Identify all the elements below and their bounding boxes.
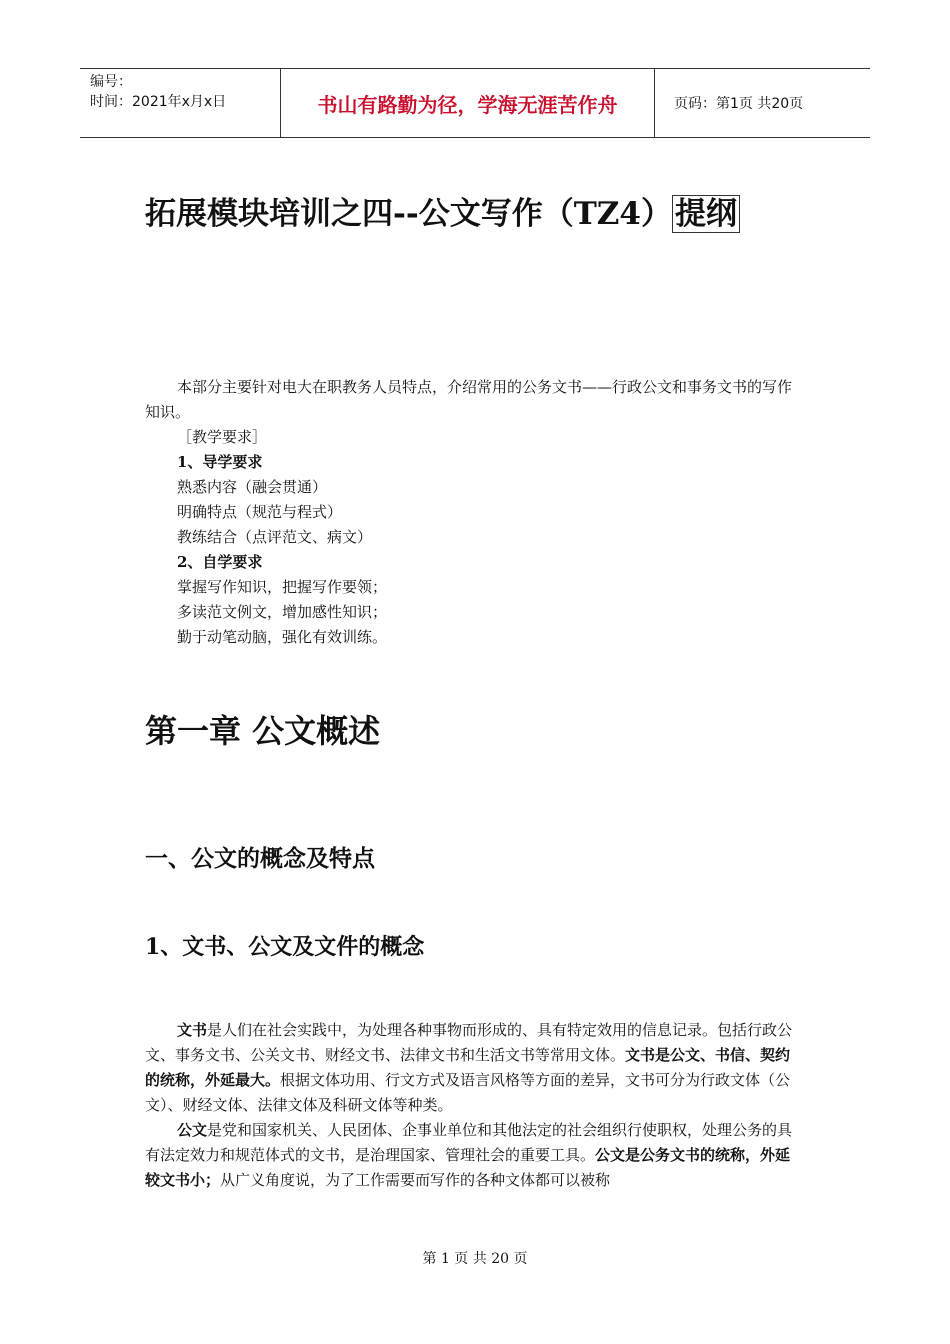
document-title	[145, 188, 740, 233]
guide-item: 明确特点（规范与程式）	[177, 503, 343, 521]
self-item: 多读范文例文，增加感性知识；	[177, 603, 388, 621]
paragraph-text: 从广义角度说，为了工作需要而写作的各种文体都可以被称	[220, 1171, 611, 1189]
chapter-heading: 第一章 公文概述	[145, 712, 381, 750]
self-item: 勤于动笔动脑，强化有效训练。	[177, 628, 388, 646]
paragraph-gongwen	[145, 1118, 805, 1193]
paragraph-text: 根据文体功用、行文方式及语言风格等方面的差异，文书可分为行政文体（公文）、财经文体、法律文体及科研文体等种类。	[145, 1071, 791, 1114]
section-heading: 一、公文的概念及特点	[145, 846, 375, 872]
term-wenshu: 文书	[177, 1021, 208, 1039]
subsection-heading: 1、文书、公文及文件的概念	[145, 934, 425, 960]
paragraph-wenshu	[145, 1018, 805, 1118]
guide-heading: 1、导学要求	[177, 453, 263, 471]
term-gongwen: 公文	[177, 1121, 208, 1139]
intro-paragraph: 本部分主要针对电大在职教务人员特点，介绍常用的公务文书——行政公文和事务文书的写作知识。	[145, 378, 793, 421]
guide-item: 教练结合（点评范文、病文）	[177, 528, 373, 546]
paragraph-text: 是人们在社会实践中，为处理各种事物而形成的、具有特定效用的信息记录。包括行政公文、事务文书、公关文书、财经文书、法律文书和生活文书等常用文体。	[145, 1021, 793, 1064]
time-label: 时间：2021年x月x日	[90, 94, 227, 110]
paragraph-text: 是党和国家机关、人民团体、企事业单位和其他法定的社会组织行使职权，处理公务的具有法定效力和规范体式的文书，是治理国家、管理社会的重要工具。	[145, 1121, 793, 1164]
emphasis-text: 公文是公务文书的统称，外延较文书小；	[145, 1146, 791, 1189]
self-heading: 2、自学要求	[177, 553, 263, 571]
header-motto-cell	[281, 69, 655, 137]
header-meta-cell	[80, 69, 281, 137]
header-page-cell	[664, 69, 870, 137]
page-info: 页码：第1页 共20页	[674, 96, 804, 112]
emphasis-text: 文书是公文、书信、契约的统称，外延最大。	[145, 1046, 791, 1089]
page-footer: 第 1 页 共 20 页	[422, 1251, 528, 1267]
self-item: 掌握写作知识，把握写作要领；	[177, 578, 388, 596]
guide-item: 熟悉内容（融会贯通）	[177, 478, 328, 496]
title-main: 拓展模块培训之四--公文写作（TZ4）	[145, 196, 672, 232]
title-boxed: 提纲	[672, 195, 740, 233]
number-label: 编号：	[90, 74, 132, 90]
motto-text: 书山有路勤为径，学海无涯苦作舟	[317, 92, 618, 117]
header-table	[80, 68, 870, 138]
requirements-heading: ［教学要求］	[177, 428, 268, 446]
